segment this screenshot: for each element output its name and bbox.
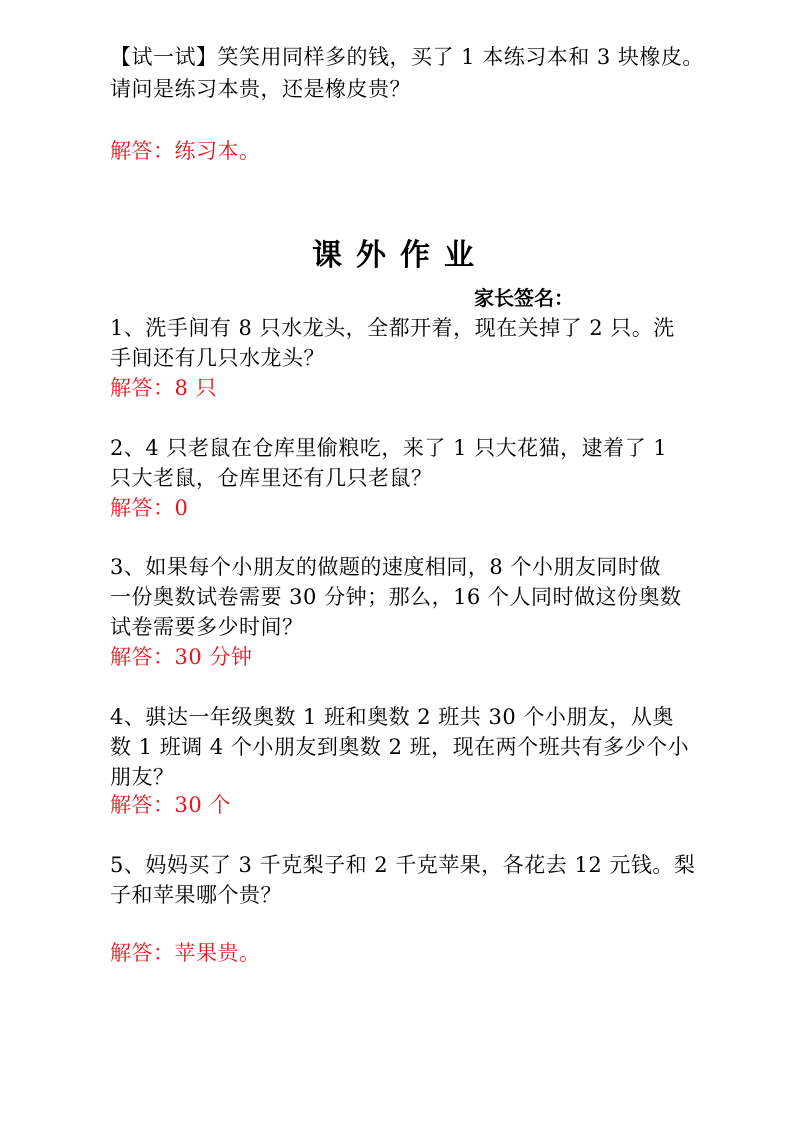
parent-signature-label: 家长签名： <box>474 286 574 310</box>
trial-answer: 解答：练习本。 <box>110 139 261 163</box>
question-4-answer: 解答：30 个 <box>110 793 231 817</box>
question-5-answer: 解答：苹果贵。 <box>110 941 261 965</box>
question-2-answer: 解答：0 <box>110 496 189 520</box>
question-2-line-1: 2、4 只老鼠在仓库里偷粮吃，来了 1 只大花猫，逮着了 1 <box>110 436 668 460</box>
question-1-answer: 解答：8 只 <box>110 376 218 400</box>
question-4-line-3: 朋友？ <box>110 765 175 789</box>
question-3-answer: 解答：30 分钟 <box>110 645 253 669</box>
question-1-line-1: 1、洗手间有 8 只水龙头，全都开着，现在关掉了 2 只。洗 <box>110 316 675 340</box>
question-3-line-2: 一份奥数试卷需要 30 分钟；那么，16 个人同时做这份奥数 <box>110 585 682 609</box>
page-title: 课外作业 <box>312 238 488 273</box>
question-3-line-1: 3、如果每个小朋友的做题的速度相同，8 个小朋友同时做 <box>110 555 661 579</box>
question-1-line-2: 手间还有几只水龙头？ <box>110 346 325 370</box>
question-3-line-3: 试卷需要多少时间？ <box>110 615 304 639</box>
question-5-line-1: 5、妈妈买了 3 千克梨子和 2 千克苹果，各花去 12 元钱。梨 <box>110 853 696 877</box>
trial-question-line-1: 【试一试】笑笑用同样多的钱，买了 1 本练习本和 3 块橡皮。 <box>110 45 704 69</box>
question-2-line-2: 只大老鼠，仓库里还有几只老鼠？ <box>110 466 433 490</box>
trial-question-line-2: 请问是练习本贵，还是橡皮贵？ <box>110 77 411 101</box>
question-4-line-2: 数 1 班调 4 个小朋友到奥数 2 班，现在两个班共有多少个小 <box>110 735 690 759</box>
question-4-line-1: 4、骐达一年级奥数 1 班和奥数 2 班共 30 个小朋友，从奥 <box>110 705 674 729</box>
question-5-line-2: 子和苹果哪个贵？ <box>110 883 282 907</box>
